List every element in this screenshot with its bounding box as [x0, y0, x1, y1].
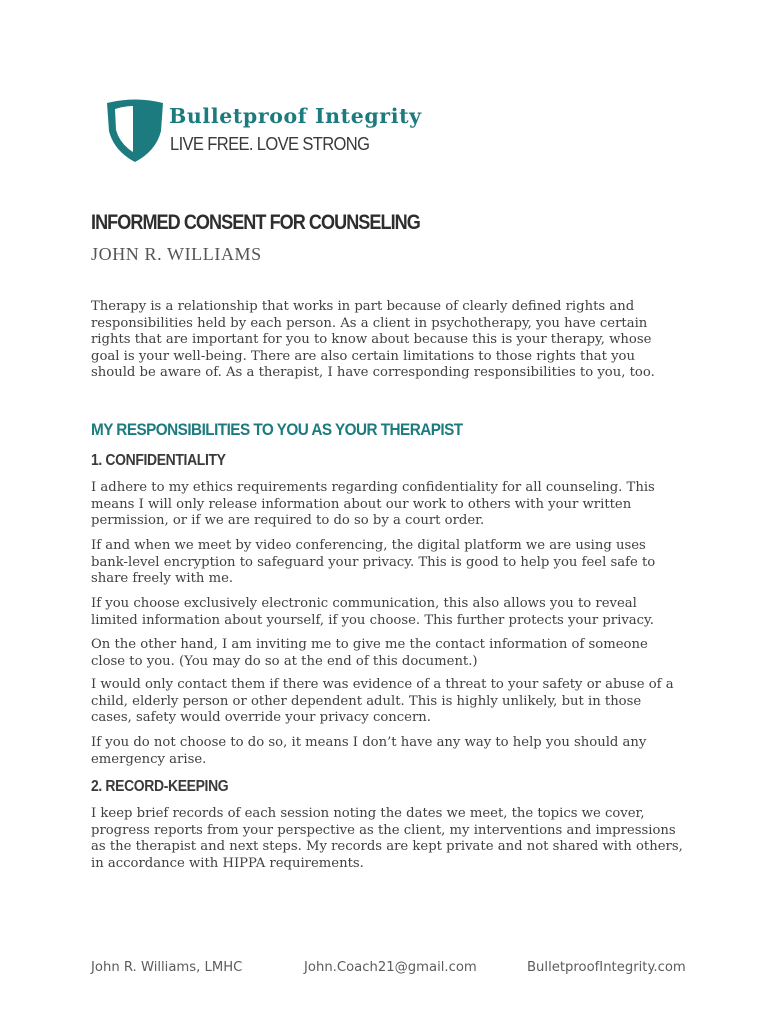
footer-name: John R. Williams, LMHC — [91, 960, 243, 975]
confidentiality-paragraph: I would only contact them if there was evidence of a threat to your safety or abuse of a child, elderly person or other dependent adult. This is highly unlikely, but in those cases, safety would override your privacy concern. — [91, 677, 674, 726]
confidentiality-paragraph: If and when we meet by video conferencing, the digital platform we are using uses bank-level encryption to safeguard your privacy. This is good to help you feel safe to share freely with me. — [91, 538, 656, 587]
confidentiality-paragraph: If you choose exclusively electronic communication, this also allows you to reveal limited information about yourself, if you choose. This further protects your privacy. — [91, 596, 654, 628]
section-heading: MY RESPONSIBILITIES TO YOU AS YOUR THERAPIST — [91, 420, 463, 439]
confidentiality-heading: 1. CONFIDENTIALITY — [91, 452, 226, 469]
intro-paragraph: Therapy is a relationship that works in part because of clearly defined rights and responsibilities held by each person. As a client in psychotherapy, you have certain rights that are important for you to know about because this is your therapy, whose goal is your well-being. There are also certain limitations to those rights that you should be aware of. As a therapist, I have corresponding responsibilities to you, too. — [91, 299, 655, 381]
footer-email[interactable]: John.Coach21@gmail.com — [304, 960, 477, 975]
brand-name: Bulletproof Integrity — [169, 104, 422, 128]
record-keeping-heading: 2. RECORD-KEEPING — [91, 778, 229, 795]
document-title: INFORMED CONSENT FOR COUNSELING — [91, 211, 420, 234]
footer-website[interactable]: BulletproofIntegrity.com — [527, 960, 686, 975]
document-author: JOHN R. WILLIAMS — [91, 244, 262, 264]
brand-tagline: LIVE FREE. LOVE STRONG — [170, 134, 370, 154]
confidentiality-paragraph: I adhere to my ethics requirements regarding confidentiality for all counseling. This means I will only release information about our work to others with your written permission, or if we are required to do so by a court order. — [91, 480, 655, 529]
confidentiality-paragraph: On the other hand, I am inviting me to give me the contact information of someone close to you. (You may do so at the end of this document.) — [91, 637, 648, 669]
confidentiality-paragraph: If you do not choose to do so, it means I don’t have any way to help you should any emergency arise. — [91, 735, 647, 767]
shield-icon — [104, 99, 166, 162]
record-keeping-paragraph: I keep brief records of each session noting the dates we meet, the topics we cover, progress reports from your perspective as the client, my interventions and impressions as the therapist and next steps. My records are kept private and not shared with others, in accordance with HIPPA requirements. — [91, 806, 683, 871]
